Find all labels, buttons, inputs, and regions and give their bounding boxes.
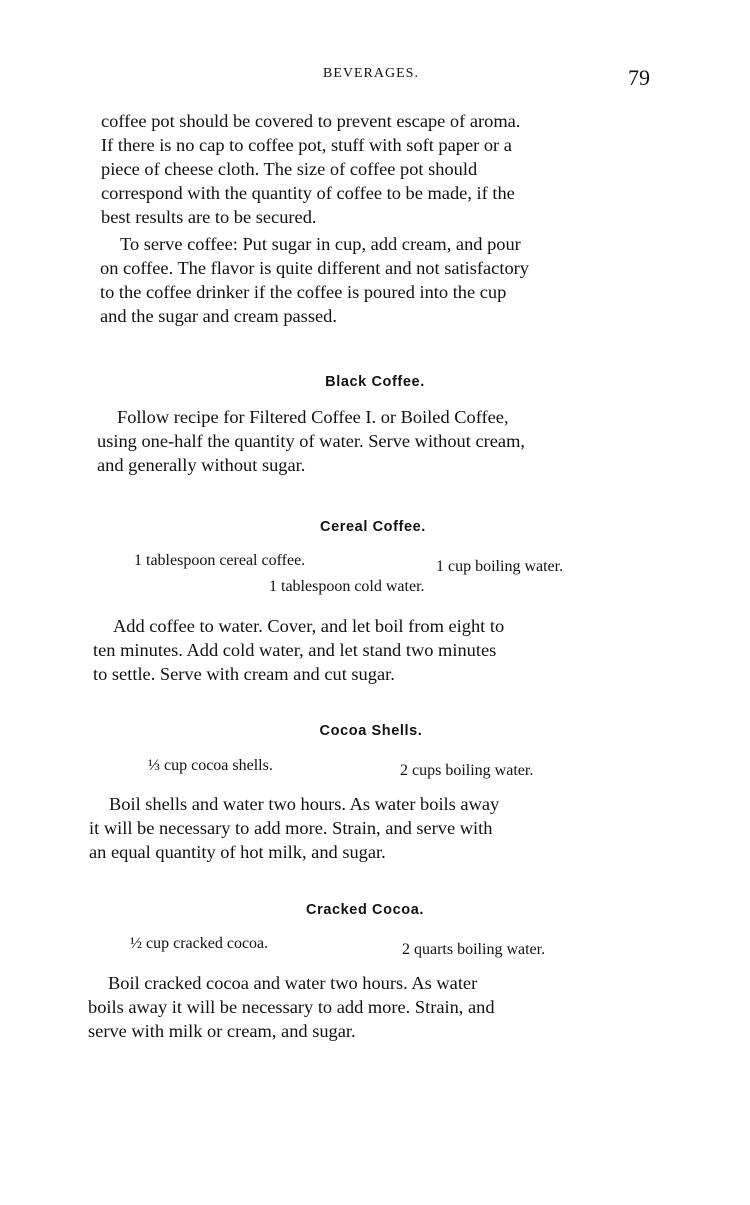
text-line: an equal quantity of hot milk, and sugar.: [89, 842, 386, 862]
recipe-title-cereal-coffee: Cereal Coffee.: [320, 519, 426, 535]
text-line: correspond with the quantity of coffee to be made, if the: [101, 183, 515, 203]
black-coffee-directions: [97, 405, 652, 477]
text-line: it will be necessary to add more. Strain, and serve with: [89, 818, 493, 838]
cracked-cocoa-directions: [88, 971, 640, 1043]
ingredient: 2 cups boiling water.: [400, 762, 534, 779]
recipe-title-cocoa-shells: Cocoa Shells.: [319, 723, 423, 739]
ingredient: 1 tablespoon cold water.: [269, 578, 425, 595]
text-line: If there is no cap to coffee pot, stuff with soft paper or a: [101, 135, 512, 155]
text-line: ten minutes. Add cold water, and let stand two minutes: [93, 640, 497, 660]
text-line: boils away it will be necessary to add more. Strain, and: [88, 997, 495, 1017]
text-line: to settle. Serve with cream and cut sugar.: [93, 664, 395, 684]
text-line: Add coffee to water. Cover, and let boil from eight to: [113, 616, 505, 636]
ingredient: ⅓ cup cocoa shells.: [148, 757, 273, 774]
text-line: and generally without sugar.: [97, 455, 306, 475]
recipe-title-black-coffee: Black Coffee.: [325, 374, 425, 390]
recipe-title-cracked-cocoa: Cracked Cocoa.: [306, 902, 424, 918]
text-line: To serve coffee: Put sugar in cup, add cream, and pour: [120, 234, 521, 254]
ingredient: 2 quarts boiling water.: [402, 941, 546, 958]
text-line: serve with milk or cream, and sugar.: [88, 1021, 356, 1041]
cocoa-shells-directions: [89, 792, 642, 864]
text-line: best results are to be secured.: [101, 207, 317, 227]
text-line: Boil shells and water two hours. As water boils away: [109, 794, 500, 814]
text-line: Follow recipe for Filtered Coffee I. or Boiled Coffee,: [117, 407, 509, 427]
intro-paragraph-2: [100, 232, 653, 328]
page-number: 79: [628, 65, 650, 90]
cereal-coffee-directions: [93, 614, 646, 686]
text-line: coffee pot should be covered to prevent escape of aroma.: [101, 111, 521, 131]
text-line: to the coffee drinker if the coffee is poured into the cup: [100, 282, 507, 302]
text-line: and the sugar and cream passed.: [100, 306, 337, 326]
text-line: piece of cheese cloth. The size of coffee pot should: [101, 159, 478, 179]
ingredient: ½ cup cracked cocoa.: [130, 935, 269, 952]
running-head: BEVERAGES.: [323, 66, 419, 81]
text-line: on coffee. The flavor is quite different and not satisfactory: [100, 258, 529, 278]
text-line: Boil cracked cocoa and water two hours. As water: [108, 973, 478, 993]
ingredient: 1 tablespoon cereal coffee.: [134, 552, 306, 569]
text-line: using one-half the quantity of water. Serve without cream,: [97, 431, 525, 451]
ingredient: 1 cup boiling water.: [436, 558, 564, 575]
intro-paragraph-1: [101, 109, 653, 229]
